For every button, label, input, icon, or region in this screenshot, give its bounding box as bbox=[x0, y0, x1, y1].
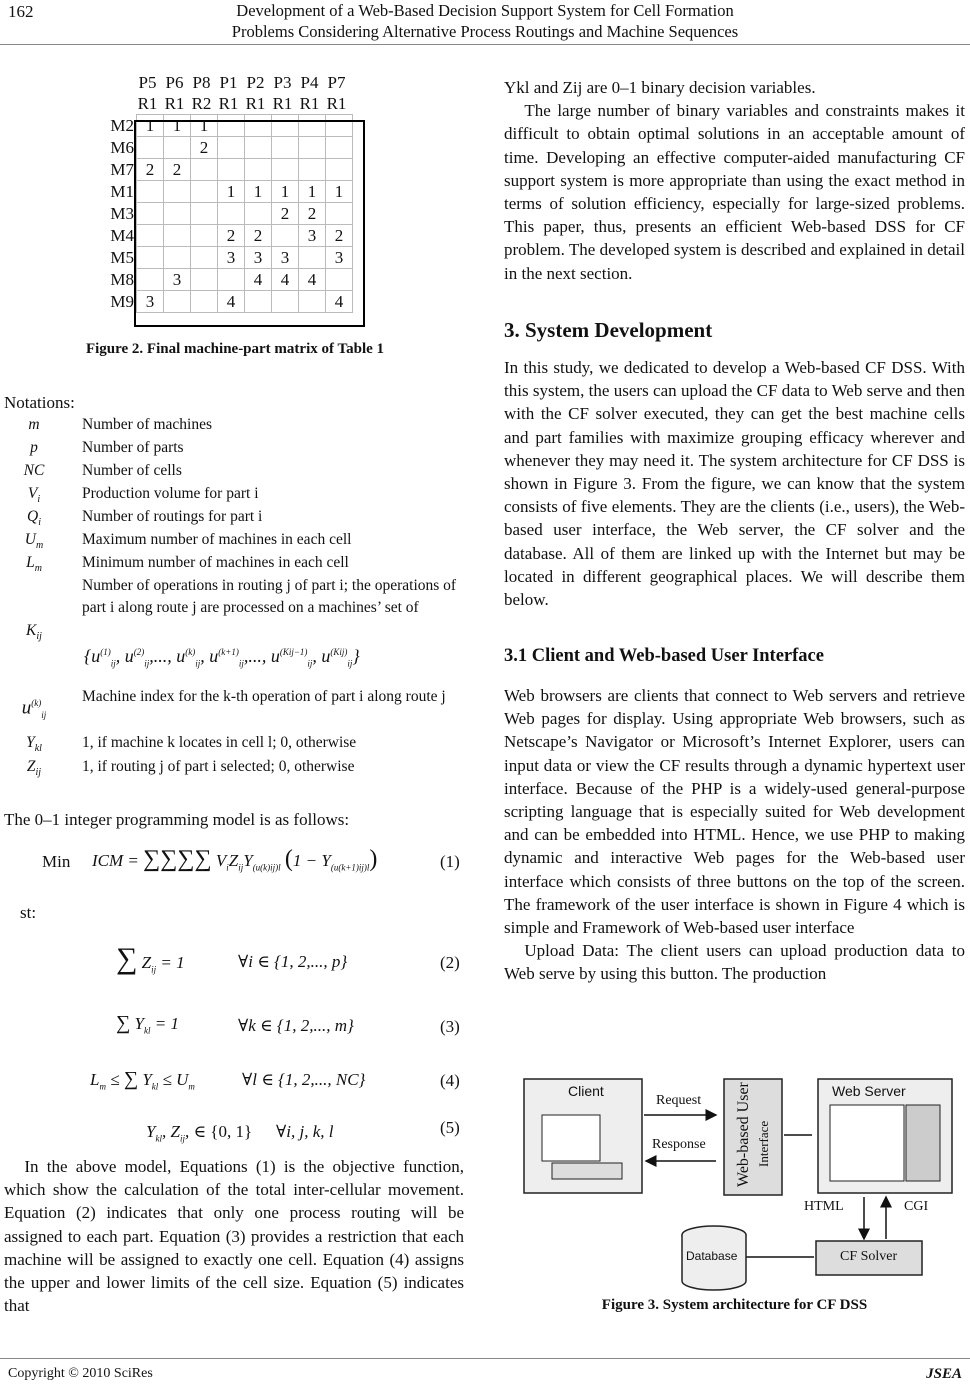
matrix-row bbox=[104, 269, 353, 291]
matrix-cell: 1 bbox=[164, 115, 191, 137]
matrix-cell: 3 bbox=[137, 291, 164, 313]
matrix-cell: 1 bbox=[218, 181, 245, 203]
matrix-cell bbox=[191, 203, 218, 225]
matrix-cell bbox=[164, 203, 191, 225]
machine-label: M7 bbox=[110, 160, 134, 179]
matrix-cell bbox=[137, 137, 164, 159]
matrix-cell bbox=[245, 137, 272, 159]
matrix-cell bbox=[299, 115, 326, 137]
matrix-cell: 3 bbox=[164, 269, 191, 291]
matrix-cell: 2 bbox=[137, 159, 164, 181]
equation-2: ∑ $Z_{ij} = 1$ bbox=[116, 942, 185, 975]
matrix-cell bbox=[191, 247, 218, 269]
matrix-table bbox=[104, 114, 353, 313]
machine-label: M3 bbox=[110, 204, 134, 223]
matrix-cell: 1 bbox=[137, 115, 164, 137]
matrix-cell bbox=[326, 269, 353, 291]
section-3-1-heading: 3.1 Client and Web-based User Interface bbox=[504, 646, 824, 666]
matrix-cell bbox=[272, 137, 299, 159]
server-panel-icon bbox=[906, 1105, 940, 1181]
kij-machine-set: {$u^{(1)}_{ij}$, $u^{(2)}_{ij}$,..., $u^{(k)}_{ij}$, $u^{(k+1)}_{ij}$,..., $u^{(Kij-1)}_{ij}$, $u^{(Kij)}_{ij}$} bbox=[84, 646, 360, 669]
eq3-number: (3) bbox=[440, 1017, 460, 1036]
web-server-label: Web Server bbox=[832, 1083, 906, 1099]
eq5-number: (5) bbox=[440, 1118, 460, 1137]
server-page-icon bbox=[830, 1105, 904, 1181]
matrix-cell bbox=[326, 159, 353, 181]
model-explanation: In the above model, Equations (1) is the objective function, which show the calculation of the total inter-cellular movement. Equation (2) indicates that only one process routing will be assigned to each part. Equation (3) provides a restriction that each machine will be assigned to exactly one cell. Equation (4) assigns the upper and lower limits of the cell size. Equation (5) indicates that bbox=[4, 1157, 464, 1316]
matrix-column-headers bbox=[104, 72, 353, 114]
matrix-cell: 4 bbox=[272, 269, 299, 291]
notation-list: m Number of machines p Number of parts NC Number of cells $V_i$ Production volume for part i $Q_i$ Number of routings for part i $U_m$ Maximum number of machines in each cell $L_m$ Minimum number of machines in each cell $K_{ij}$ Number of operations in routing j of part i; the operations of part i along route j are processed on a machines’ set of {$u^{(1)}_{ij}$, $u^{(2)}_{ij}$,..., $u^{(k)}_{ij}$, $u^{(k+1)}_{ij}$,..., $u^{(Kij-1)}_{ij}$, $u^{(Kij)}_{ij}$} $u^{(k)}_{ij}$ Machine index for the k-th operation of part i along route j $Y_{kl}$ 1, if machine k locates in cell l; 0, otherwise $Z_{ij}$ 1, if routing j of part i selected; 0, otherwise bbox=[21, 416, 457, 779]
right-column-top bbox=[504, 76, 965, 285]
matrix-cell bbox=[137, 203, 164, 225]
min-label: Min bbox=[42, 852, 71, 871]
matrix-cell bbox=[137, 269, 164, 291]
matrix-cell: 1 bbox=[191, 115, 218, 137]
matrix-row bbox=[104, 247, 353, 269]
matrix-cell: 3 bbox=[245, 247, 272, 269]
matrix-cell bbox=[218, 159, 245, 181]
equation-1: ICM = ∑∑∑∑ $V_iZ_{ij}Y_{(u(k)ij)l}$ $(1 - Y_{(u(k+1)ij)l})$ bbox=[92, 846, 378, 873]
matrix-cell bbox=[191, 181, 218, 203]
machine-label: M1 bbox=[110, 182, 134, 201]
response-label: Response bbox=[652, 1137, 706, 1152]
matrix-cell bbox=[245, 115, 272, 137]
machine-label: M2 bbox=[110, 116, 134, 135]
matrix-cell bbox=[191, 159, 218, 181]
part-label: P1 bbox=[219, 73, 238, 92]
eq2-number: (2) bbox=[440, 953, 460, 972]
system-architecture-diagram bbox=[520, 1075, 960, 1295]
matrix-row bbox=[104, 291, 353, 313]
eq1-number: (1) bbox=[440, 852, 460, 871]
para-system: In this study, we dedicated to develop a Web-based CF DSS. With this system, the users can upload the CF data to Web serve and then with the CF solver executed, they can get the best machine cells and part families with maximize grouping efficacy wherever and whenever they may need it. The system architecture for CF DSS is shown in Figure 3. From the figure, we can know that the system consists of five elements. They are the clients (i.e., users), the Web-based user interface, the Web server, the CF solver and the database. All of them are linked up with the Internet but may be located in different geographical places. We will describe them below. bbox=[504, 358, 965, 610]
matrix-cell: 4 bbox=[299, 269, 326, 291]
eq4-number: (4) bbox=[440, 1071, 460, 1090]
part-label: P3 bbox=[273, 73, 292, 92]
client-label: Client bbox=[568, 1083, 604, 1099]
matrix-cell bbox=[164, 137, 191, 159]
request-label: Request bbox=[656, 1093, 702, 1108]
st-label: st: bbox=[20, 903, 37, 922]
part-label: P6 bbox=[165, 73, 184, 92]
matrix-route-labels bbox=[134, 93, 353, 114]
matrix-row bbox=[104, 115, 353, 137]
matrix-cell bbox=[272, 225, 299, 247]
matrix-cell bbox=[245, 203, 272, 225]
matrix-cell bbox=[272, 291, 299, 313]
matrix-cell: 2 bbox=[299, 203, 326, 225]
matrix-cell bbox=[299, 137, 326, 159]
matrix-row bbox=[104, 137, 353, 159]
cf-solver-label: CF Solver bbox=[840, 1249, 898, 1264]
page-number: 162 bbox=[8, 2, 34, 21]
eq4-domain: ∀l ∈ {1, 2,..., NC} bbox=[242, 1070, 366, 1089]
matrix-cell bbox=[137, 247, 164, 269]
copyright: Copyright © 2010 SciRes bbox=[8, 1366, 153, 1381]
matrix-cell: 2 bbox=[191, 137, 218, 159]
route-label: R1 bbox=[326, 94, 347, 113]
matrix-cell: 2 bbox=[218, 225, 245, 247]
database-label: Database bbox=[686, 1249, 738, 1263]
eq3-domain: ∀k ∈ {1, 2,..., m} bbox=[238, 1016, 354, 1035]
machine-label: M9 bbox=[110, 292, 134, 311]
route-label: R1 bbox=[272, 94, 293, 113]
matrix-cell bbox=[218, 115, 245, 137]
matrix-row bbox=[104, 159, 353, 181]
matrix-cell bbox=[164, 247, 191, 269]
matrix-cell: 2 bbox=[272, 203, 299, 225]
matrix-row bbox=[104, 225, 353, 247]
matrix-cell bbox=[272, 115, 299, 137]
machine-label: M8 bbox=[110, 270, 134, 289]
route-label: R1 bbox=[137, 94, 158, 113]
route-label: R1 bbox=[164, 94, 185, 113]
matrix-cell: 3 bbox=[218, 247, 245, 269]
matrix-cell: 2 bbox=[245, 225, 272, 247]
matrix-cell bbox=[299, 247, 326, 269]
route-label: R2 bbox=[191, 94, 212, 113]
section-3-heading: 3. System Development bbox=[504, 318, 713, 342]
html-label: HTML bbox=[804, 1199, 844, 1214]
matrix-cell bbox=[191, 269, 218, 291]
part-label: P4 bbox=[300, 73, 319, 92]
route-label: R1 bbox=[245, 94, 266, 113]
running-title: Development of a Web-Based Decision Support System for Cell Formation Problems Considering Alternative Process Routings and Machine Sequences bbox=[231, 1, 739, 41]
eq5-domain: ∀i, j, k, l bbox=[276, 1122, 334, 1141]
route-label: R1 bbox=[218, 94, 239, 113]
para-motivation: The large number of binary variables and constraints makes it difficult to obtain optimal solutions in an acceptable amount of time. Developing an effective computer-aided manufacturing CF support system is more appropriate than using the exact method in terms of solution efficiency, especially for large-sized problems. This paper, thus, presents an efficient Web-based DSS for CF problem. The developed system is described and explained in detail in the next section. bbox=[504, 101, 965, 283]
matrix-cell bbox=[326, 203, 353, 225]
matrix-cell bbox=[272, 159, 299, 181]
matrix-cell bbox=[137, 181, 164, 203]
part-label: P8 bbox=[192, 73, 211, 92]
equation-4: $L_m$ ≤ ∑ $Y_{kl} \le U_m$ bbox=[90, 1068, 195, 1092]
eq2-domain: ∀i ∈ {1, 2,..., p} bbox=[238, 952, 348, 971]
model-intro: The 0–1 integer programming model is as follows: bbox=[4, 810, 350, 829]
figure2-caption: Figure 2. Final machine-part matrix of Table 1 bbox=[85, 341, 385, 357]
matrix-cell: 1 bbox=[326, 181, 353, 203]
matrix-cell: 2 bbox=[326, 225, 353, 247]
footer-rule bbox=[0, 1358, 970, 1359]
matrix-cell bbox=[326, 115, 353, 137]
matrix-row bbox=[104, 181, 353, 203]
matrix-cell bbox=[218, 203, 245, 225]
matrix-cell: 3 bbox=[299, 225, 326, 247]
ui-label-1: Web-based User bbox=[735, 1082, 752, 1187]
matrix-cell: 3 bbox=[326, 247, 353, 269]
matrix-cell bbox=[299, 291, 326, 313]
equation-5: $Y_{kl}$, $Z_{ij}$, ∈ {0, 1} bbox=[146, 1122, 253, 1144]
keyboard-icon bbox=[552, 1163, 622, 1179]
matrix-cell: 2 bbox=[164, 159, 191, 181]
matrix-cell: 1 bbox=[299, 181, 326, 203]
journal-abbrev: JSEA bbox=[926, 1366, 962, 1382]
cgi-label: CGI bbox=[904, 1199, 929, 1214]
para-binary: Ykl and Zij are 0–1 binary decision variables. bbox=[504, 78, 816, 97]
para-ui: Web browsers are clients that connect to Web servers and retrieve Web pages for display. Using appropriate Web browsers, such as Netscape’s Navigator or Microsoft’s Internet Explorer, users can input data or view the CF results through a dynamic hypertext user interface. Because of the PHP is a widely-used general-purpose scripting language that is especially suited for Web development and can be embedded into HTML. Hence, we use PHP to making dynamic and interactive Web pages for the Web-based user interface which consists of three buttons on the top of the screen. The framework of the user interface is shown in Figure 4 which is simple and Framework of Web-based user interface Upload Data: The client users can upload production data to Web serve by using this button. The production bbox=[504, 684, 965, 986]
matrix-cell: 3 bbox=[272, 247, 299, 269]
matrix-cell bbox=[164, 225, 191, 247]
part-label: P5 bbox=[138, 73, 157, 92]
header-rule bbox=[0, 44, 970, 45]
matrix-cell bbox=[299, 159, 326, 181]
ui-label-2: Interface bbox=[756, 1120, 771, 1167]
matrix-cell bbox=[137, 225, 164, 247]
matrix-cell: 1 bbox=[245, 181, 272, 203]
matrix-cell: 4 bbox=[326, 291, 353, 313]
matrix-cell bbox=[191, 225, 218, 247]
machine-label: M6 bbox=[110, 138, 134, 157]
matrix-cell bbox=[191, 291, 218, 313]
matrix-row bbox=[104, 203, 353, 225]
figure3-caption: Figure 3. System architecture for CF DSS bbox=[601, 1297, 868, 1313]
matrix-cell bbox=[245, 159, 272, 181]
machine-label: M5 bbox=[110, 248, 134, 267]
matrix-cell: 4 bbox=[245, 269, 272, 291]
monitor-icon bbox=[542, 1115, 600, 1161]
part-label: P7 bbox=[327, 73, 346, 92]
notations-heading: Notations: bbox=[4, 393, 75, 412]
matrix-part-labels bbox=[134, 72, 353, 93]
machine-part-matrix bbox=[104, 72, 353, 313]
matrix-cell bbox=[218, 137, 245, 159]
matrix-cell bbox=[326, 137, 353, 159]
part-label: P2 bbox=[246, 73, 265, 92]
matrix-cell bbox=[218, 269, 245, 291]
route-label: R1 bbox=[299, 94, 320, 113]
matrix-cell: 4 bbox=[218, 291, 245, 313]
para-upload: Upload Data: The client users can upload production data to Web serve by using this button. The production bbox=[504, 941, 965, 984]
matrix-cell bbox=[164, 181, 191, 203]
matrix-cell bbox=[164, 291, 191, 313]
matrix-cell bbox=[245, 291, 272, 313]
equation-3: ∑ $Y_{kl} = 1$ bbox=[116, 1012, 179, 1036]
machine-label: M4 bbox=[110, 226, 134, 245]
matrix-cell: 1 bbox=[272, 181, 299, 203]
ui-box bbox=[724, 1079, 782, 1195]
